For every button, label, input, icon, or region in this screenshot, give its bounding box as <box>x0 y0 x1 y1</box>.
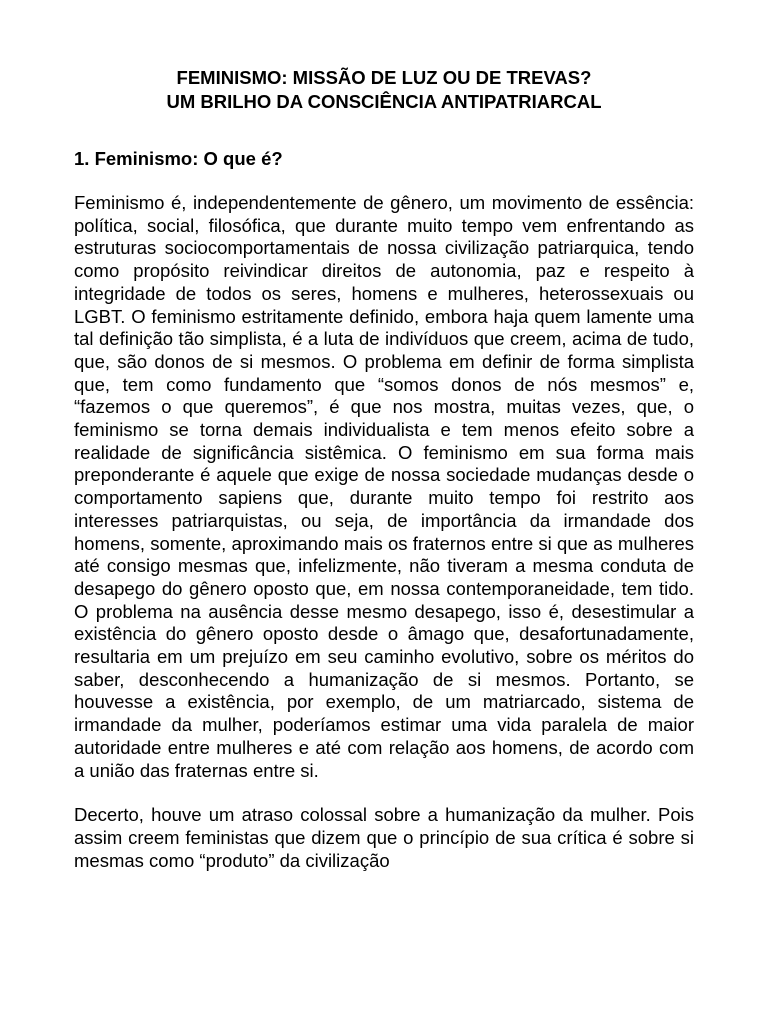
title-line-2: UM BRILHO DA CONSCIÊNCIA ANTIPATRIARCAL <box>166 91 602 112</box>
title-line-1: FEMINISMO: MISSÃO DE LUZ OU DE TREVAS? <box>176 67 592 88</box>
document-title <box>74 66 694 114</box>
paragraph-2: Decerto, houve um atraso colossal sobre a humanização da mulher. Pois assim creem feministas que dizem que o princípio de sua crítica é sobre si mesmas como “produto” da civilização <box>74 804 694 871</box>
section-heading: 1. Feminismo: O que é? <box>74 148 283 169</box>
paragraph-1: Feminismo é, independentemente de gênero, um movimento de essência: política, social, filosófica, que durante muito tempo vem enfrentando as estruturas sociocomportamentais de nossa civilização patriarquica, tendo como propósito reivindicar direitos de autonomia, paz e respeito à integridade de todos os seres, homens e mulheres, heterossexuais ou LGBT. O feminismo estritamente definido, embora haja quem lamente uma tal definição tão simplista, é a luta de indivíduos que creem, acima de tudo, que, são donos de si mesmos. O problema em definir de forma simplista que, tem como fundamento que “somos donos de nós mesmos” e, “fazemos o que queremos”, é que nos mostra, muitas vezes, que, o feminismo se torna demais individualista e tem menos efeito sobre a realidade de significância sistêmica. O feminismo em sua forma mais preponderante é aquele que exige de nossa sociedade mudanças desde o comportamento sapiens que, durante muito tempo foi restrito aos interesses patriarquistas, ou seja, de importância da irmandade dos homens, somente, aproximando mais os fraternos entre si que as mulheres até consigo mesmas que, infelizmente, não tiveram a mesma conduta de desapego do gênero oposto que, em nossa contemporaneidade, tem tido. O problema na ausência desse mesmo desapego, isso é, desestimular a existência do gênero oposto desde o âmago que, desafortunadamente, resultaria em um prejuízo em seu caminho evolutivo, sobre os méritos do saber, desconhecendo a humanização de si mesmos. Portanto, se houvesse a existência, por exemplo, de um matriarcado, sistema de irmandade da mulher, poderíamos estimar uma vida paralela de maior autoridade entre mulheres e até com relação aos homens, de acordo com a união das fraternas entre si. <box>74 192 694 781</box>
document-page <box>74 66 694 872</box>
